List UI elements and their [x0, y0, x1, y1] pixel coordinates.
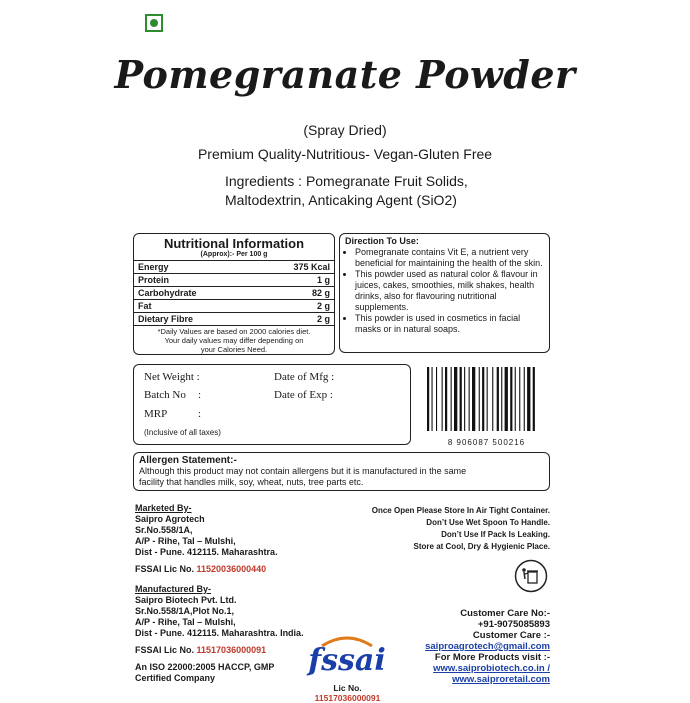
direction-item: • This powder used as natural color & flavour in juices, cakes, smoothies, milk shakes, health drinks, also for flavouring nutritional supplements.: [355, 269, 544, 313]
nutrient-value: 2 g: [316, 301, 330, 311]
ingredients-line: Ingredients : Pomegranate Fruit Solids,: [225, 173, 468, 189]
fssai-logo-lic: [300, 683, 395, 703]
product-title: Pomegranate Powder: [114, 52, 576, 97]
storage-line: Once Open Please Store In Air Tight Container.: [371, 506, 550, 515]
direction-item: • This powder is used in cosmetics in facial masks or in natural soaps.: [355, 313, 544, 335]
product-details-box: [133, 364, 411, 445]
marketed-line: Saipro Agrotech: [135, 514, 205, 524]
inclusive-taxes-label: (Inclusive of all taxes): [144, 428, 221, 437]
nutrient-name: Dietary Fibre: [138, 314, 194, 324]
ingredients: [225, 172, 468, 210]
manufactured-fssai: [135, 645, 304, 656]
direction-item: • Pomegranate contains Vit E, a nutrient very beneficial for maintaining the health of the skin.: [355, 247, 544, 269]
allergen-title: Allergen Statement:-: [139, 455, 237, 466]
storage-line: Don’t Use If Pack Is Leaking.: [441, 530, 550, 539]
ingredients-line: Maltodextrin, Anticaking Agent (SiO2): [225, 192, 457, 208]
date-mfg-label: Date of Mfg :: [274, 371, 335, 383]
care-visit-label: For More Products visit :-: [434, 652, 550, 663]
veg-symbol-icon: [145, 14, 163, 32]
care-site-link[interactable]: www.saiproretail.com: [452, 674, 550, 685]
nutrition-row: [134, 260, 334, 273]
nutrient-name: Fat: [138, 301, 152, 311]
allergen-box: [133, 452, 550, 491]
fssai-logo-lic-number: 11517036000091: [314, 693, 381, 703]
marketed-line: A/P - Rihe, Tal – Mulshi,: [135, 536, 236, 546]
storage-line: Store at Cool, Dry & Hygienic Place.: [413, 542, 550, 551]
care-label: Customer Care No:-: [460, 608, 550, 619]
allergen-text: facility that handles milk, soy, wheat, nuts, tree parts etc.: [139, 477, 364, 487]
fssai-logo-lic-label: Lic No.: [333, 683, 362, 693]
batch-no-label: Batch No: [144, 389, 186, 401]
manufactured-by: [135, 584, 304, 684]
dispose-bin-icon: [514, 559, 548, 593]
care-email-label: Customer Care :-: [472, 630, 550, 641]
marketed-line: Dist - Pune. 412115. Maharashtra.: [135, 547, 278, 557]
note-line: your Calories Need.: [200, 345, 268, 354]
mrp-label: MRP: [144, 408, 168, 420]
marketed-heading: Marketed By-: [135, 503, 192, 513]
direction-box: [339, 233, 550, 353]
product-tagline: Premium Quality-Nutritious- Vegan-Gluten Free: [197, 146, 493, 162]
marketed-fssai: [135, 564, 278, 575]
net-weight-label: Net Weight :: [144, 371, 200, 383]
care-phone: +91-9075085893: [477, 619, 550, 630]
fssai-number: 11520036000440: [196, 564, 267, 574]
note-line: Your daily values may differ depending on: [164, 336, 304, 345]
manufactured-line: Dist - Pune. 412115. Maharashtra. India.: [135, 628, 304, 638]
batch-no-colon: :: [198, 389, 202, 401]
manufactured-line: A/P - Rihe, Tal – Mulshi,: [135, 617, 236, 627]
nutrient-value: 375 Kcal: [293, 262, 330, 272]
nutrient-value: 1 g: [316, 275, 330, 285]
fssai-logo-text: fssai: [308, 643, 386, 676]
nutrition-row: [134, 286, 334, 299]
mrp-colon: :: [198, 408, 202, 420]
date-exp-label: Date of Exp :: [274, 389, 333, 401]
nutrient-name: Protein: [138, 275, 170, 285]
product-subtitle: (Spray Dried): [303, 122, 387, 138]
allergen-text: Although this product may not contain allergens but it is manufactured in the same: [139, 466, 467, 476]
care-site-link[interactable]: www.saiprobiotech.co.in /: [433, 663, 550, 674]
storage-line: Don’t Use Wet Spoon To Handle.: [426, 518, 550, 527]
nutrition-note: [134, 325, 334, 354]
nutrient-value: 82 g: [311, 288, 330, 298]
manufactured-line: Sr.No.558/1A,Plot No.1,: [135, 606, 235, 616]
nutrition-table: [133, 233, 335, 355]
marketed-by: [135, 503, 278, 575]
nutrient-value: 2 g: [316, 314, 330, 324]
storage-instructions: [310, 505, 550, 553]
nutrient-name: Energy: [138, 262, 169, 272]
nutrition-title: Nutritional Information: [163, 236, 305, 251]
fssai-label: FSSAI Lic No.: [135, 564, 195, 574]
manufactured-heading: Manufactured By-: [135, 584, 212, 594]
note-line: *Daily Values are based on 2000 calories diet.: [157, 327, 311, 336]
fssai-label: FSSAI Lic No.: [135, 645, 195, 655]
barcode-bars-icon: [423, 365, 550, 433]
nutrition-row: [134, 299, 334, 312]
customer-care: [310, 608, 550, 685]
nutrition-row: [134, 312, 334, 325]
fssai-number: 11517036000091: [196, 645, 267, 655]
iso-line: An ISO 22000:2005 HACCP, GMP: [135, 662, 275, 672]
nutrient-name: Carbohydrate: [138, 288, 197, 298]
direction-title: Direction To Use:: [345, 236, 419, 246]
barcode: [423, 365, 550, 445]
nutrition-subtitle: (Approx):- Per 100 g: [200, 251, 268, 258]
manufactured-line: Saipro Biotech Pvt. Ltd.: [135, 595, 237, 605]
care-email-link[interactable]: saiproagrotech@gmail.com: [425, 641, 550, 652]
nutrition-row: [134, 273, 334, 286]
iso-line: Certified Company: [135, 673, 216, 683]
barcode-number: 8 906087 500216: [447, 438, 526, 447]
marketed-line: Sr.No.558/1A,: [135, 525, 193, 535]
